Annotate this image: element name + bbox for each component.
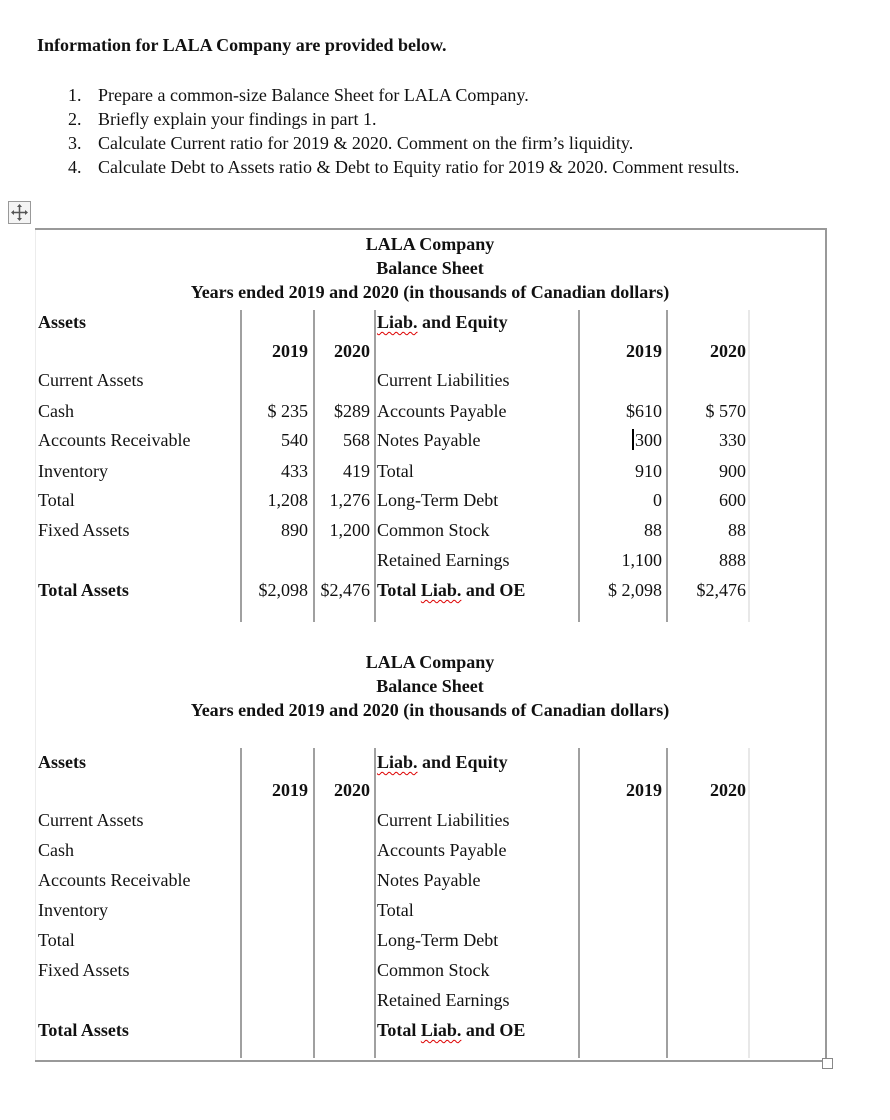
total-assets-2019: $2,098 <box>258 580 308 600</box>
column-divider <box>748 748 750 1058</box>
year-2019-liab: 2019 <box>626 341 662 361</box>
move-cross-icon <box>9 202 30 223</box>
liability-2019-value: $610 <box>626 401 662 421</box>
asset-2019-value: 433 <box>281 461 308 481</box>
liability-label: Current Liabilities <box>377 810 510 830</box>
liability-2019-value: 1,100 <box>621 550 662 570</box>
spellcheck-word: Liab. <box>420 580 462 600</box>
task-text: Calculate Current ratio for 2019 & 2020. Comment on the firm’s liquidity. <box>98 133 634 153</box>
liability-2020-value: 88 <box>728 520 746 540</box>
liability-2020-value: 330 <box>719 430 746 450</box>
liability-label: Total <box>377 900 414 920</box>
liability-label: Long-Term Debt <box>377 930 499 950</box>
column-divider <box>374 748 376 1058</box>
column-divider <box>240 748 242 1058</box>
total-assets-label: Total Assets <box>38 1020 129 1040</box>
liability-label: Current Liabilities <box>377 370 510 390</box>
total-liab-oe-2019: $ 2,098 <box>608 580 662 600</box>
table-period: Years ended 2019 and 2020 (in thousands of Canadian dollars) <box>190 282 670 302</box>
asset-label: Total <box>38 490 75 510</box>
asset-2019-value: 540 <box>281 430 308 450</box>
task-text: Calculate Debt to Assets ratio & Debt to Equity ratio for 2019 & 2020. Comment results. <box>98 157 740 177</box>
task-item: 2. Briefly explain your findings in part 1. <box>68 109 377 129</box>
liability-2020-value: 900 <box>719 461 746 481</box>
spellcheck-word: Liab. <box>377 752 418 772</box>
liability-label: Long-Term Debt <box>377 490 499 510</box>
asset-label: Current Assets <box>38 370 144 390</box>
liability-label: Notes Payable <box>377 430 481 450</box>
asset-label: Cash <box>38 401 74 421</box>
header-rest: and Equity <box>417 752 508 772</box>
asset-label: Fixed Assets <box>38 520 130 540</box>
column-divider <box>374 310 376 622</box>
liability-label: Notes Payable <box>377 870 481 890</box>
table-bottom-border <box>35 1060 825 1062</box>
asset-2019-value: 1,208 <box>267 490 308 510</box>
liab-equity-header <box>377 311 508 333</box>
year-2020-assets: 2020 <box>334 341 370 361</box>
liability-2020-value: 600 <box>719 490 746 510</box>
liability-label: Retained Earnings <box>377 550 510 570</box>
label-pre: Total <box>377 1020 421 1040</box>
asset-2020-value: 419 <box>343 461 370 481</box>
asset-label: Cash <box>38 840 74 860</box>
liability-2019-value: 0 <box>653 490 662 510</box>
spellcheck-word: Liab. <box>420 1020 462 1040</box>
asset-2019-value: 890 <box>281 520 308 540</box>
asset-label: Current Assets <box>38 810 144 830</box>
asset-label: Accounts Receivable <box>38 430 191 450</box>
liability-2019-value: 88 <box>644 520 662 540</box>
assets-header: Assets <box>38 752 86 772</box>
table-resize-handle[interactable] <box>822 1058 833 1069</box>
header-rest: and Equity <box>417 312 508 332</box>
spellcheck-word: Liab. <box>377 312 418 332</box>
asset-label: Accounts Receivable <box>38 870 191 890</box>
total-liab-oe-label <box>377 1019 525 1041</box>
year-2020-liab: 2020 <box>710 780 746 800</box>
table-subtitle: Balance Sheet <box>376 258 484 278</box>
liability-label: Total <box>377 461 414 481</box>
asset-label: Inventory <box>38 900 108 920</box>
asset-label: Inventory <box>38 461 108 481</box>
liability-label: Common Stock <box>377 960 490 980</box>
liability-label: Accounts Payable <box>377 840 507 860</box>
year-2019-assets: 2019 <box>272 341 308 361</box>
table-right-border <box>825 228 827 1062</box>
table-top-border <box>35 228 825 230</box>
asset-2020-value: 1,200 <box>329 520 370 540</box>
liability-2020-value: $ 570 <box>705 401 746 421</box>
column-divider <box>748 310 750 622</box>
total-assets-label: Total Assets <box>38 580 129 600</box>
liability-label: Retained Earnings <box>377 990 510 1010</box>
assets-header: Assets <box>38 312 86 332</box>
year-2019-liab: 2019 <box>626 780 662 800</box>
asset-2020-value: $289 <box>334 401 370 421</box>
task-item: 1. Prepare a common-size Balance Sheet for LALA Company. <box>68 85 529 105</box>
asset-2020-value: 568 <box>343 430 370 450</box>
year-2020-assets: 2020 <box>334 780 370 800</box>
liability-label: Common Stock <box>377 520 490 540</box>
label-post: and OE <box>461 1020 526 1040</box>
liability-label: Accounts Payable <box>377 401 507 421</box>
asset-2019-value: $ 235 <box>267 401 308 421</box>
task-text: Prepare a common-size Balance Sheet for LALA Company. <box>98 85 529 105</box>
total-assets-2020: $2,476 <box>320 580 370 600</box>
total-liab-oe-2020: $2,476 <box>696 580 746 600</box>
year-2019-assets: 2019 <box>272 780 308 800</box>
table-title: LALA Company <box>365 652 495 672</box>
task-item: 4. Calculate Debt to Assets ratio & Debt to Equity ratio for 2019 & 2020. Comment results. <box>68 157 740 177</box>
liability-2020-value: 888 <box>719 550 746 570</box>
task-item: 3. Calculate Current ratio for 2019 & 2020. Comment on the firm’s liquidity. <box>68 133 634 153</box>
table-move-handle[interactable] <box>8 201 31 224</box>
column-divider <box>313 748 315 1058</box>
year-2020-liab: 2020 <box>710 341 746 361</box>
liability-2019-value: 300 <box>635 430 662 450</box>
label-post: and OE <box>461 580 526 600</box>
total-liab-oe-label <box>377 579 525 601</box>
table-subtitle: Balance Sheet <box>376 676 484 696</box>
column-divider <box>240 310 242 622</box>
liability-2019-value: 910 <box>635 461 662 481</box>
text-cursor <box>632 429 634 450</box>
label-pre: Total <box>377 580 421 600</box>
column-divider <box>313 310 315 622</box>
asset-label: Fixed Assets <box>38 960 130 980</box>
task-text: Briefly explain your findings in part 1. <box>98 109 377 129</box>
asset-2020-value: 1,276 <box>329 490 370 510</box>
intro-text: Information for LALA Company are provided below. <box>37 35 447 55</box>
liab-equity-header <box>377 751 508 773</box>
asset-label: Total <box>38 930 75 950</box>
table-left-border <box>35 230 36 1062</box>
table-period: Years ended 2019 and 2020 (in thousands of Canadian dollars) <box>190 700 670 720</box>
table-title: LALA Company <box>365 234 495 254</box>
